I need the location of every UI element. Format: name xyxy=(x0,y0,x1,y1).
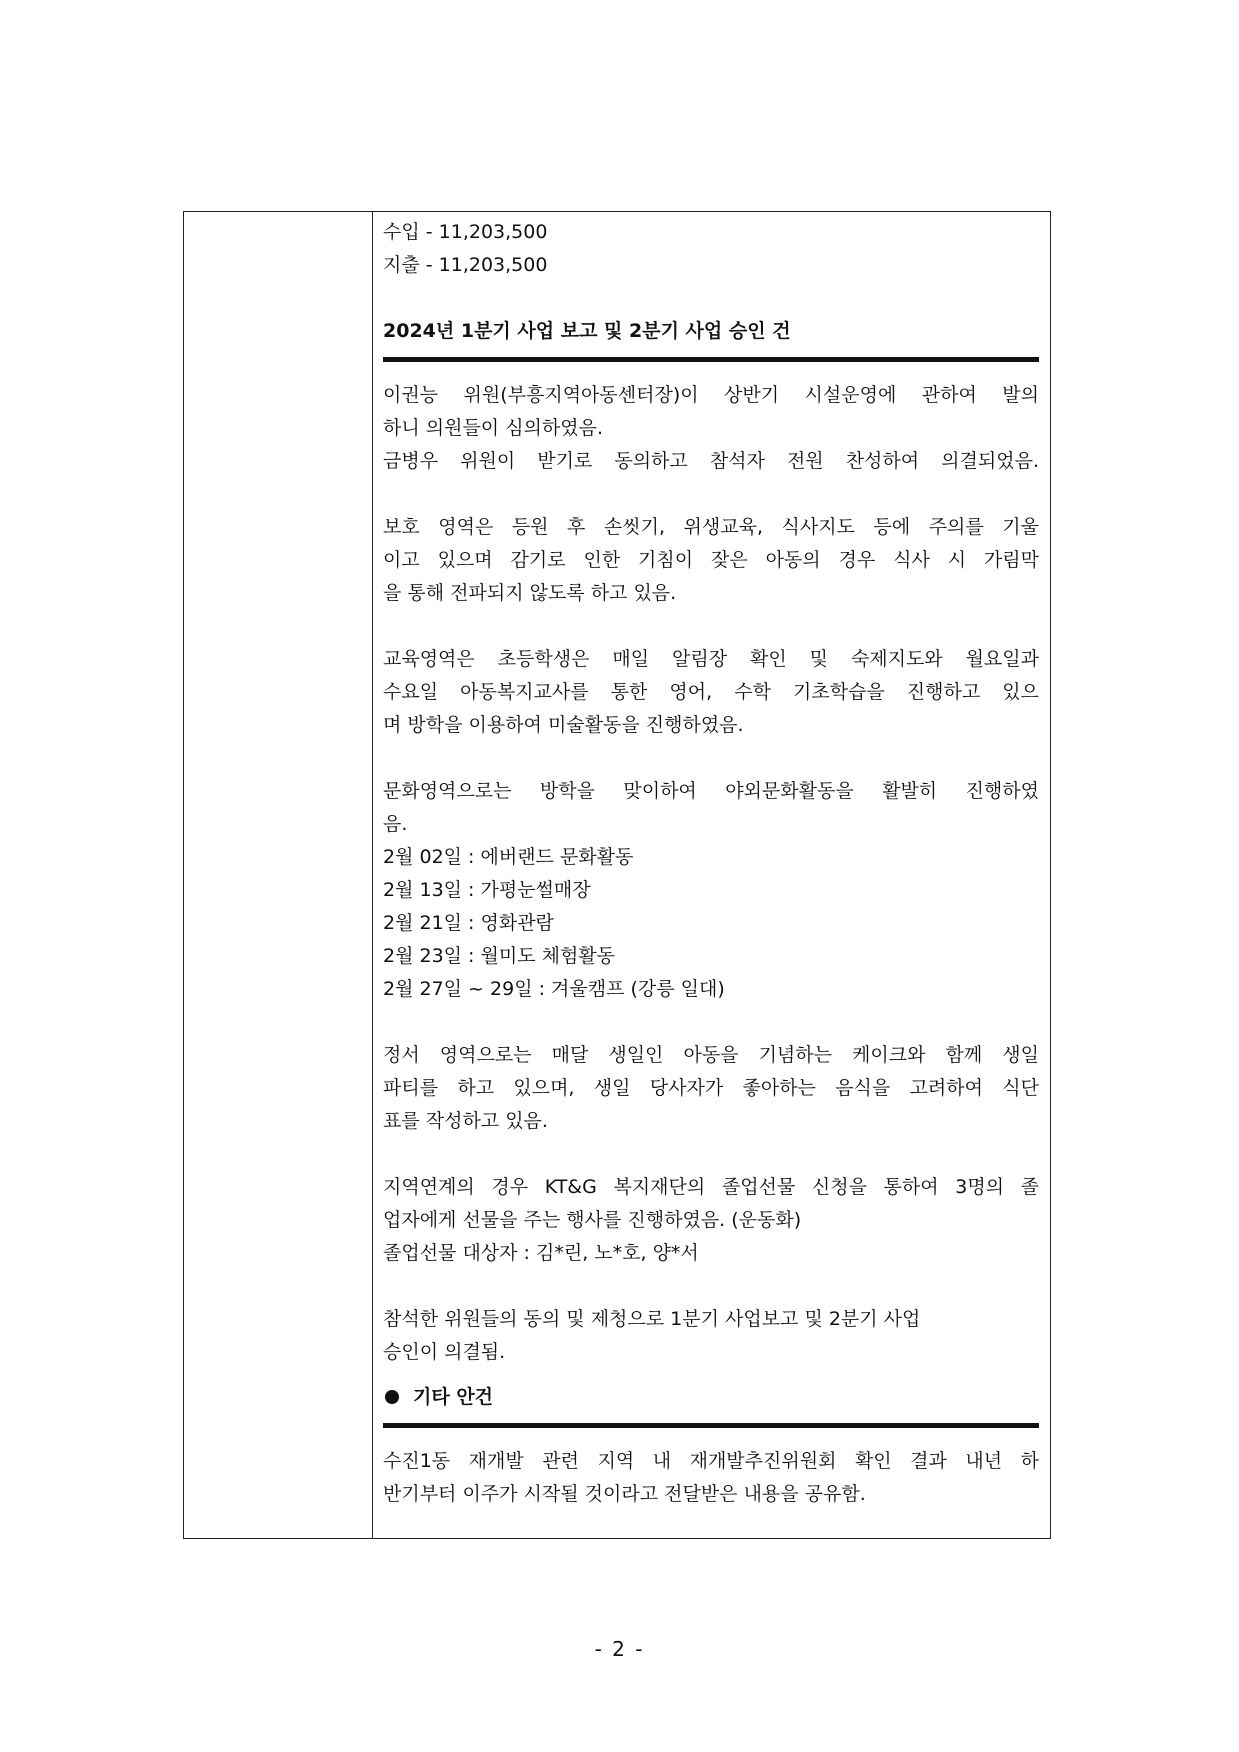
text-line: 문화영역으로는 방학을 맞이하여 야외문화활동을 활발히 진행하였 xyxy=(383,780,1039,802)
text-line: 수요일 아동복지교사를 통한 영어, 수학 기초학습을 진행하고 있으 xyxy=(383,681,1039,703)
text-line: 이권능 위원(부흥지역아동센터장)이 상반기 시설운영에 관하여 발의 xyxy=(383,384,1039,406)
text-line: 보호 영역은 등원 후 손씻기, 위생교육, 식사지도 등에 주의를 기울 xyxy=(383,516,1039,538)
text-line: 지역연계의 경우 KT&G 복지재단의 졸업선물 신청을 통하여 3명의 졸 xyxy=(383,1176,1039,1198)
text-line: 음. xyxy=(383,813,408,835)
text-line: 하니 의원들이 심의하였음. xyxy=(383,417,604,439)
text-line: 업자에게 선물을 주는 행사를 진행하였음. (운동화) xyxy=(383,1209,802,1231)
text-line: 며 방학을 이용하여 미술활동을 진행하였음. xyxy=(383,714,744,736)
table-content-cell xyxy=(383,212,1039,1511)
text-line: 교육영역은 초등학생은 매일 알림장 확인 및 숙제지도와 월요일과 xyxy=(383,648,1039,670)
paragraph-community xyxy=(383,1171,1039,1270)
section-divider xyxy=(383,1423,1039,1428)
text-line: 반기부터 이주가 시작될 것이라고 전달받은 내용을 공유함. xyxy=(383,1483,866,1505)
text-line: 금병우 위원이 받기로 동의하고 참석자 전원 찬성하여 의결되었음. xyxy=(383,450,1039,472)
schedule-item: 2월 27일 ~ 29일 : 겨울캠프 (강릉 일대) xyxy=(383,978,725,1000)
expense-line: 지출 - 11,203,500 xyxy=(383,254,548,276)
schedule-item: 2월 21일 : 영화관람 xyxy=(383,912,554,934)
paragraph-emotion xyxy=(383,1039,1039,1138)
text-line: 참석한 위원들의 동의 및 제청으로 1분기 사업보고 및 2분기 사업 xyxy=(383,1308,921,1330)
minutes-table xyxy=(183,211,1051,1539)
section-title-business-report: 2024년 1분기 사업 보고 및 2분기 사업 승인 건 xyxy=(383,320,791,342)
section-title-text: 기타 안건 xyxy=(413,1386,494,1408)
text-line: 표를 작성하고 있음. xyxy=(383,1110,548,1132)
paragraph-culture xyxy=(383,775,1039,1006)
page-number: - 2 - xyxy=(594,1637,645,1661)
paragraph-education xyxy=(383,643,1039,742)
text-line: 수진1동 재개발 관련 지역 내 재개발추진위원회 확인 결과 내년 하 xyxy=(383,1450,1039,1472)
text-line: 승인이 의결됨. xyxy=(383,1341,506,1363)
bullet-icon xyxy=(385,1390,399,1404)
text-line: 정서 영역으로는 매달 생일인 아동을 기념하는 케이크와 함께 생일 xyxy=(383,1044,1039,1066)
table-label-column xyxy=(184,212,373,1538)
paragraph-resolution xyxy=(383,1303,1039,1369)
schedule-item: 2월 13일 : 가평눈썰매장 xyxy=(383,879,591,901)
paragraph-redevelopment xyxy=(383,1445,1039,1511)
paragraph-protection xyxy=(383,511,1039,610)
text-line: 을 통해 전파되지 않도록 하고 있음. xyxy=(383,582,677,604)
schedule-item: 2월 23일 : 월미도 체험활동 xyxy=(383,945,616,967)
text-line: 이고 있으며 감기로 인한 기침이 잦은 아동의 경우 식사 시 가림막 xyxy=(383,549,1039,571)
income-line: 수입 - 11,203,500 xyxy=(383,221,548,243)
section-title-other xyxy=(383,1381,1039,1414)
schedule-item: 2월 02일 : 에버랜드 문화활동 xyxy=(383,846,634,868)
text-line: 파티를 하고 있으며, 생일 당사자가 좋아하는 음식을 고려하여 식단 xyxy=(383,1077,1039,1099)
section-divider xyxy=(383,357,1039,362)
paragraph-proposal xyxy=(383,379,1039,478)
text-line: 졸업선물 대상자 : 김*린, 노*호, 양*서 xyxy=(383,1242,699,1264)
